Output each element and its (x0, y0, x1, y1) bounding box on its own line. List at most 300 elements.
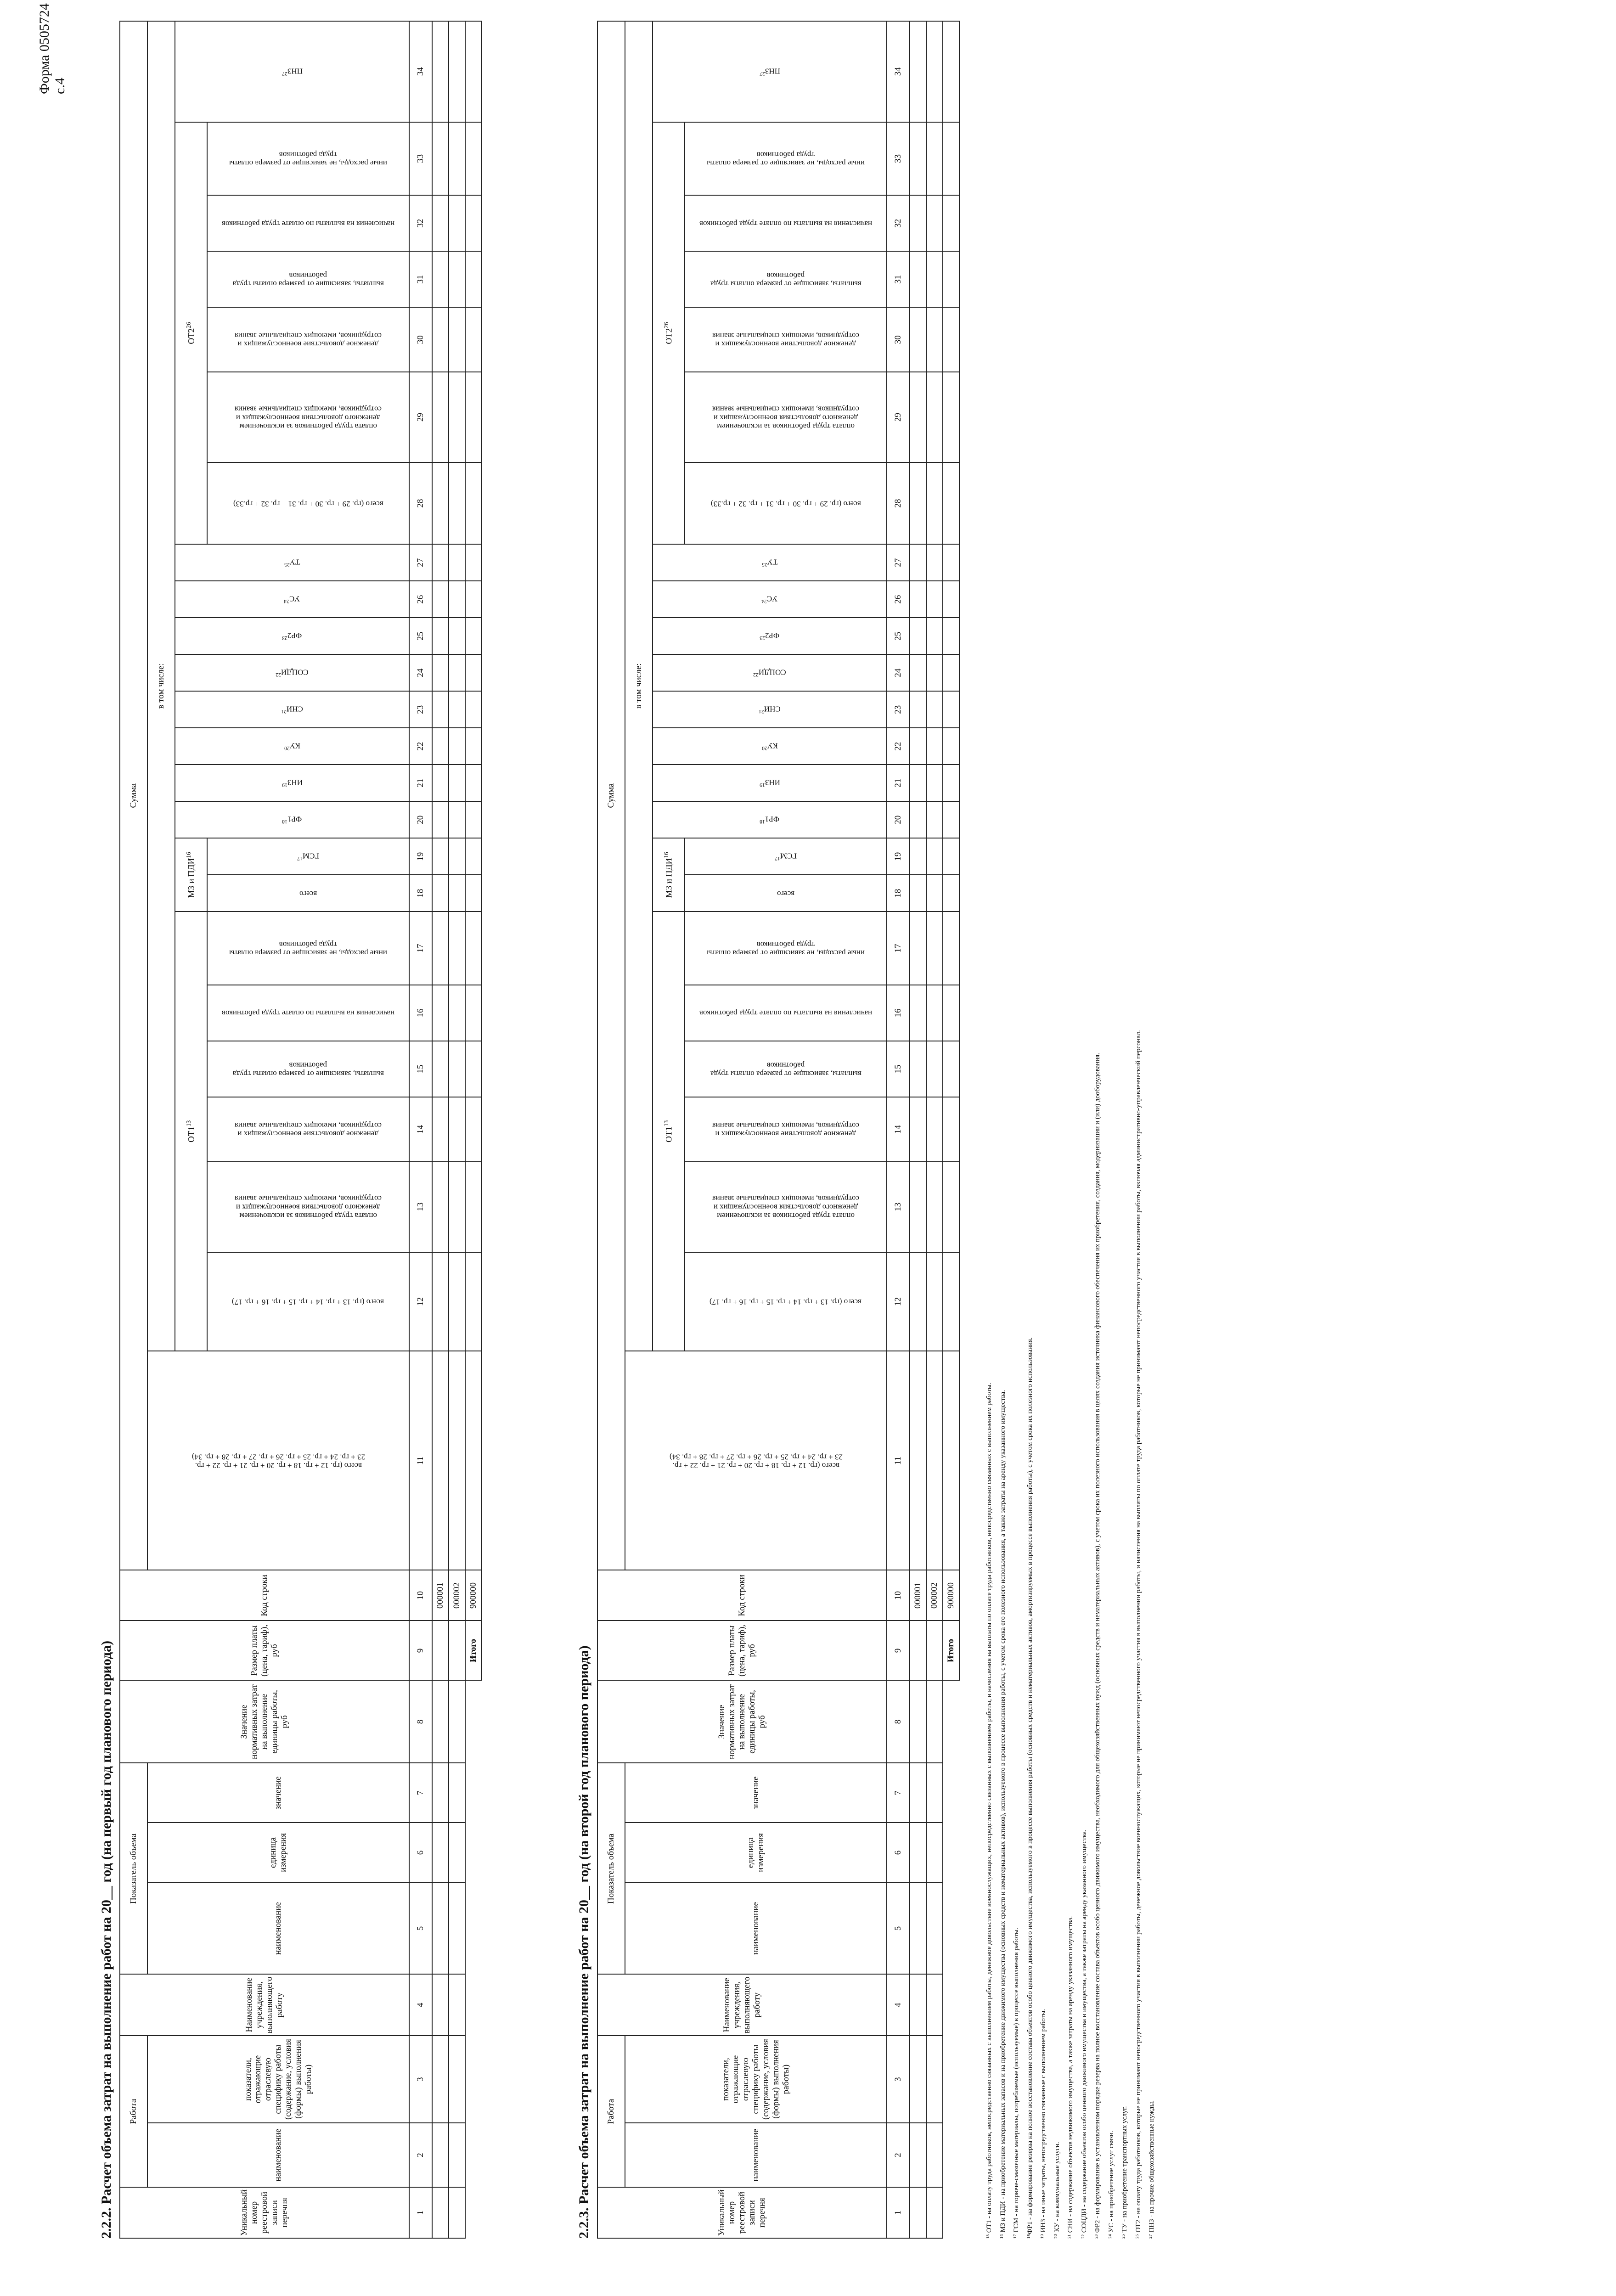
data-cell[interactable] (449, 1162, 465, 1252)
header-ku-sup: 20 (284, 745, 290, 752)
data-cell[interactable] (432, 875, 449, 912)
total-cell[interactable] (465, 801, 482, 838)
data-cell[interactable] (926, 912, 943, 985)
data-cell[interactable] (432, 618, 449, 654)
data-cell[interactable] (432, 195, 449, 251)
data-cell[interactable] (926, 2036, 943, 2123)
data-cell[interactable] (449, 985, 465, 1041)
header-ot1-c13-text: оплата труда работников за исключением денежного довольствия военнослужащих и сотрудников, имеющих специальные звания (712, 1194, 860, 1221)
data-cell[interactable] (449, 2187, 465, 2238)
total-cell[interactable] (465, 195, 482, 251)
data-cell[interactable] (449, 251, 465, 307)
total-cell[interactable] (943, 1351, 959, 1570)
data-cell[interactable] (926, 618, 943, 654)
header-institution: Наименование учреждения, выполняющего работу (597, 1974, 887, 2036)
header-ot2-c31-text: выплаты, зависящие от размера оплаты труда работников (710, 271, 861, 289)
data-cell[interactable] (910, 1041, 926, 1097)
data-cell[interactable] (432, 765, 449, 801)
data-cell[interactable] (449, 838, 465, 875)
ot2-sup: 26 (185, 322, 192, 328)
column-number: 11 (409, 1351, 432, 1570)
column-number: 12 (409, 1252, 432, 1351)
data-cell[interactable] (926, 307, 943, 372)
ot2-label: ОТ2 (664, 328, 674, 344)
header-pnz (175, 21, 409, 122)
data-cell[interactable] (449, 654, 465, 691)
data-cell[interactable] (910, 618, 926, 654)
data-cell[interactable] (926, 581, 943, 618)
total-cell[interactable] (943, 838, 959, 875)
data-cell[interactable] (926, 1097, 943, 1162)
data-cell[interactable] (910, 2036, 926, 2123)
header-us-sup: 24 (761, 598, 767, 605)
column-number: 8 (409, 1680, 432, 1763)
data-cell[interactable] (449, 765, 465, 801)
total-cell[interactable] (465, 1041, 482, 1097)
total-cell[interactable] (465, 1162, 482, 1252)
data-cell[interactable] (910, 21, 926, 122)
data-cell[interactable] (449, 1041, 465, 1097)
total-cell[interactable] (465, 654, 482, 691)
data-cell[interactable] (926, 195, 943, 251)
total-cell[interactable] (943, 544, 959, 581)
total-cell[interactable] (943, 875, 959, 912)
column-number: 31 (409, 251, 432, 307)
section-title: 2.2.2. Расчет объема затрат на выполнение работ на 20__ год (на первый год планового периода) (99, 1640, 114, 2239)
data-cell[interactable] (432, 1974, 449, 2036)
data-cell[interactable] (910, 2123, 926, 2187)
header-socdi-sup: 22 (276, 672, 282, 679)
data-cell[interactable] (432, 838, 449, 875)
total-cell[interactable] (465, 618, 482, 654)
data-cell[interactable] (432, 462, 449, 544)
data-cell[interactable] (449, 372, 465, 462)
data-cell[interactable] (910, 1351, 926, 1570)
data-cell[interactable] (926, 728, 943, 765)
data-cell[interactable] (449, 21, 465, 122)
header-ot2-total (685, 462, 887, 544)
form-number: Форма 0505724 с.4 (37, 3, 68, 94)
data-cell[interactable] (432, 912, 449, 985)
total-code: 900000 (943, 1570, 959, 1621)
data-cell[interactable] (432, 544, 449, 581)
header-ku-text: КУ (767, 741, 778, 750)
header-work-indicators: показатели, отражающие отраслевую специфику работы (содержание, условия (формы) выполнения работы) (625, 2036, 887, 2123)
total-cell[interactable] (943, 581, 959, 618)
column-number: 4 (887, 1974, 910, 2036)
ot1-label: ОТ1 (186, 1126, 197, 1142)
total-cell[interactable] (943, 691, 959, 728)
data-cell[interactable] (449, 1680, 465, 1763)
data-cell[interactable] (910, 462, 926, 544)
data-cell[interactable] (910, 765, 926, 801)
column-number: 18 (409, 875, 432, 912)
header-ot1-c16 (685, 985, 887, 1041)
header-fr2-sup: 23 (760, 635, 766, 642)
data-cell[interactable] (910, 1162, 926, 1252)
total-cell[interactable] (943, 1162, 959, 1252)
header-ot2-c31 (207, 251, 409, 307)
data-cell[interactable] (449, 2036, 465, 2123)
header-ot1-c14 (685, 1097, 887, 1162)
data-cell[interactable] (432, 1680, 449, 1763)
header-total-all-text: всего (гр. 12 + гр. 18 + гр. 20 + гр. 21 + гр. 22 + гр. 23 + гр. 24 + гр. 25 + гр. 26 + гр. 27 + гр. 28 + гр. 34) (669, 1452, 843, 1470)
data-cell[interactable] (910, 251, 926, 307)
data-cell[interactable] (449, 1621, 465, 1680)
column-number: 2 (409, 2123, 432, 2187)
column-number: 19 (409, 838, 432, 875)
header-tu-sup: 25 (284, 562, 290, 568)
column-number: 6 (409, 1823, 432, 1882)
header-institution: Наименование учреждения, выполняющего работу (120, 1974, 409, 2036)
header-ot2-c31 (685, 251, 887, 307)
header-ot1-c16-text: начисления на выплаты по оплате труда работников (699, 1009, 873, 1018)
data-cell[interactable] (910, 2187, 926, 2238)
data-cell[interactable] (910, 1974, 926, 2036)
header-us-sup: 24 (284, 598, 290, 605)
data-cell[interactable] (926, 2123, 943, 2187)
header-volume: Показатель объема (597, 1763, 625, 1974)
data-cell[interactable] (926, 875, 943, 912)
column-number: 22 (887, 728, 910, 765)
total-cell[interactable] (465, 372, 482, 462)
header-ot1-c15 (207, 1041, 409, 1097)
total-cell[interactable] (943, 912, 959, 985)
column-number: 20 (887, 801, 910, 838)
column-number: 22 (409, 728, 432, 765)
column-number: 26 (887, 581, 910, 618)
total-cell[interactable] (465, 728, 482, 765)
data-cell[interactable] (449, 544, 465, 581)
total-cell[interactable] (943, 372, 959, 462)
header-ot1-c17-text: иные расходы, не зависящие от размера оплаты труда работников (707, 940, 865, 957)
total-cell[interactable] (465, 251, 482, 307)
header-ot2-c31-text: выплаты, зависящие от размера оплаты труда работников (232, 271, 384, 289)
data-cell[interactable] (926, 1763, 943, 1823)
column-number: 13 (887, 1162, 910, 1252)
data-cell[interactable] (432, 1162, 449, 1252)
data-cell[interactable] (449, 122, 465, 196)
data-cell[interactable] (432, 1621, 449, 1680)
header-ot2-c30-text: денежное довольствие военнослужащих и сотрудников, имеющих специальные звания (234, 331, 382, 349)
data-cell[interactable] (926, 1974, 943, 2036)
total-cell[interactable] (465, 21, 482, 122)
data-cell[interactable] (926, 2187, 943, 2238)
data-cell[interactable] (449, 618, 465, 654)
data-cell[interactable] (926, 1351, 943, 1570)
data-cell[interactable] (449, 801, 465, 838)
header-vol-value: значение (147, 1763, 409, 1823)
data-cell[interactable] (432, 728, 449, 765)
total-cell[interactable] (943, 1252, 959, 1351)
data-cell[interactable] (926, 838, 943, 875)
column-number: 18 (887, 875, 910, 912)
data-cell[interactable] (926, 122, 943, 196)
data-cell[interactable] (910, 728, 926, 765)
column-number: 6 (887, 1823, 910, 1882)
header-vol-value: значение (625, 1763, 887, 1823)
total-cell[interactable] (943, 462, 959, 544)
header-ot1-c13 (207, 1162, 409, 1252)
header-socdi-text: СОЦДИ (281, 668, 309, 677)
total-cell[interactable] (943, 122, 959, 196)
total-cell[interactable] (943, 801, 959, 838)
header-ku (175, 728, 409, 765)
column-number: 7 (887, 1763, 910, 1823)
total-spacer (943, 1680, 959, 2238)
total-cell[interactable] (465, 544, 482, 581)
data-cell[interactable] (910, 307, 926, 372)
total-cell[interactable] (943, 1041, 959, 1097)
header-sni (175, 691, 409, 728)
header-ot1-total-text: всего (гр. 13 + гр. 14 + гр. 15 + гр. 16 + гр. 17) (709, 1297, 862, 1306)
total-cell[interactable] (943, 21, 959, 122)
column-number: 33 (887, 122, 910, 196)
data-cell[interactable] (449, 875, 465, 912)
header-gsm (207, 838, 409, 875)
data-cell[interactable] (449, 1882, 465, 1974)
header-total-all (625, 1351, 887, 1570)
data-cell[interactable] (910, 1882, 926, 1974)
data-cell[interactable] (432, 2187, 449, 2238)
header-ot2-c33-text: иные расходы, не зависящие от размера оплаты труда работников (229, 150, 387, 168)
total-cell[interactable] (943, 618, 959, 654)
total-cell[interactable] (465, 122, 482, 196)
data-cell[interactable] (910, 912, 926, 985)
footnote: ¹³ ОТ1 - на оплату труда работников, непосредственно связанных с выполнением работы, денежное довольствие военнослужащих, непосредственно связанных с выполнением работы, и начисления на выплаты по оплате труда работников, непосредственно связанных с выполнением работы. (985, 1383, 993, 2239)
header-inz-sup: 19 (282, 782, 287, 789)
data-cell[interactable] (926, 654, 943, 691)
header-inz-text: ИНЗ (765, 778, 780, 787)
data-cell[interactable] (910, 195, 926, 251)
data-cell[interactable] (432, 1882, 449, 1974)
data-cell[interactable] (432, 1097, 449, 1162)
data-cell[interactable] (910, 1097, 926, 1162)
header-volume: Показатель объема (120, 1763, 147, 1974)
column-number: 33 (409, 122, 432, 196)
header-fr2-text: ФР2 (765, 631, 780, 640)
total-label: Итого (465, 1621, 482, 1680)
mz-label: МЗ и ПДИ (186, 858, 197, 898)
total-cell[interactable] (943, 728, 959, 765)
cost-table (119, 21, 482, 2239)
data-cell[interactable] (449, 462, 465, 544)
column-number: 2 (887, 2123, 910, 2187)
data-cell[interactable] (432, 1252, 449, 1351)
data-cell[interactable] (432, 21, 449, 122)
ot1-sup: 13 (663, 1120, 670, 1126)
data-cell[interactable] (926, 985, 943, 1041)
column-number: 26 (409, 581, 432, 618)
data-cell[interactable] (926, 1162, 943, 1252)
column-number: 14 (409, 1097, 432, 1162)
data-cell[interactable] (926, 1041, 943, 1097)
header-socdi-text: СОЦДИ (759, 668, 786, 677)
data-cell[interactable] (926, 765, 943, 801)
header-work: Работа (120, 2036, 147, 2187)
total-cell[interactable] (465, 875, 482, 912)
header-us-text: УС (767, 594, 778, 603)
header-gsm-sup: 17 (775, 855, 780, 862)
data-cell[interactable] (910, 801, 926, 838)
data-cell[interactable] (449, 1097, 465, 1162)
footnote: ²⁷ ПНЗ - на прочие общехозяйственные нужды. (1148, 2100, 1155, 2239)
header-socdi-sup: 22 (753, 672, 759, 679)
data-cell[interactable] (910, 875, 926, 912)
footnote: ²⁵ ТУ - на приобретение транспортных услуг. (1121, 2106, 1128, 2239)
data-cell[interactable] (449, 912, 465, 985)
data-cell[interactable] (926, 801, 943, 838)
header-work-indicators: показатели, отражающие отраслевую специфику работы (содержание, условия (формы) выполнения работы) (147, 2036, 409, 2123)
data-cell[interactable] (432, 985, 449, 1041)
header-ot2-c29-text: оплата труда работников за исключением денежного довольствия военнослужащих и сотрудников, имеющих специальные звания (234, 405, 382, 431)
column-number: 25 (409, 618, 432, 654)
data-cell[interactable] (432, 801, 449, 838)
data-cell[interactable] (449, 195, 465, 251)
column-number: 30 (887, 307, 910, 372)
data-cell[interactable] (910, 1680, 926, 1763)
header-ku-sup: 20 (761, 745, 767, 752)
total-cell[interactable] (465, 307, 482, 372)
total-cell[interactable] (943, 307, 959, 372)
data-cell[interactable] (926, 21, 943, 122)
data-cell[interactable] (910, 1252, 926, 1351)
data-cell[interactable] (926, 1252, 943, 1351)
header-ot2 (653, 122, 685, 545)
header-mz-total-text: всего (299, 889, 317, 898)
data-cell[interactable] (432, 372, 449, 462)
data-cell[interactable] (449, 1351, 465, 1570)
total-cell[interactable] (465, 912, 482, 985)
data-cell[interactable] (910, 985, 926, 1041)
column-number: 13 (409, 1162, 432, 1252)
data-cell[interactable] (926, 1823, 943, 1882)
column-number: 3 (887, 2036, 910, 2123)
total-cell[interactable] (465, 691, 482, 728)
total-cell[interactable] (465, 765, 482, 801)
header-fr1 (175, 801, 409, 838)
data-cell[interactable] (449, 1763, 465, 1823)
data-cell[interactable] (432, 581, 449, 618)
data-cell[interactable] (910, 372, 926, 462)
data-cell[interactable] (432, 2123, 449, 2187)
header-fr1-sup: 18 (760, 819, 766, 826)
column-number: 25 (887, 618, 910, 654)
total-cell[interactable] (465, 985, 482, 1041)
total-cell[interactable] (465, 1351, 482, 1570)
header-fr1 (653, 801, 887, 838)
data-cell[interactable] (449, 1823, 465, 1882)
column-number: 31 (887, 251, 910, 307)
header-pnz (653, 21, 887, 122)
data-cell[interactable] (910, 654, 926, 691)
column-number: 7 (409, 1763, 432, 1823)
data-cell[interactable] (432, 122, 449, 196)
header-inz (175, 765, 409, 801)
header-tu-text: ТУ (767, 557, 778, 567)
column-number: 17 (887, 912, 910, 985)
header-ot1-c14 (207, 1097, 409, 1162)
data-cell[interactable] (926, 1882, 943, 1974)
data-cell[interactable] (910, 581, 926, 618)
data-cell[interactable] (910, 544, 926, 581)
column-number: 27 (887, 544, 910, 581)
data-cell[interactable] (926, 691, 943, 728)
total-cell[interactable] (465, 1252, 482, 1351)
data-cell[interactable] (910, 122, 926, 196)
data-cell[interactable] (449, 2123, 465, 2187)
total-cell[interactable] (943, 251, 959, 307)
data-cell[interactable] (926, 544, 943, 581)
data-cell[interactable] (910, 1823, 926, 1882)
data-cell[interactable] (432, 1351, 449, 1570)
data-cell[interactable] (432, 1763, 449, 1823)
header-us (653, 581, 887, 618)
data-cell[interactable] (926, 462, 943, 544)
data-cell[interactable] (926, 1680, 943, 1763)
total-cell[interactable] (465, 462, 482, 544)
data-cell[interactable] (432, 691, 449, 728)
total-cell[interactable] (943, 985, 959, 1041)
data-cell[interactable] (432, 1041, 449, 1097)
header-unique-number: Уникальный номер реестровой записи перечня (597, 2187, 887, 2238)
column-number: 11 (887, 1351, 910, 1570)
data-cell[interactable] (926, 372, 943, 462)
header-code: Код строки (597, 1570, 887, 1621)
data-cell[interactable] (926, 1621, 943, 1680)
header-ot2-total (207, 462, 409, 544)
data-cell[interactable] (926, 251, 943, 307)
footnote: ¹⁹ ИНЗ - на иные затраты, непосредственно связанные с выполнением работы. (1040, 2009, 1047, 2239)
total-cell[interactable] (943, 654, 959, 691)
header-fr1-sup: 18 (282, 819, 288, 826)
data-cell[interactable] (432, 2036, 449, 2123)
total-cell[interactable] (465, 1097, 482, 1162)
data-cell[interactable] (910, 1621, 926, 1680)
data-cell[interactable] (432, 654, 449, 691)
total-cell[interactable] (943, 1097, 959, 1162)
header-sni-text: СНИ (764, 704, 781, 714)
header-vol-unit: единица измерения (147, 1823, 409, 1882)
data-cell[interactable] (432, 251, 449, 307)
data-cell[interactable] (449, 728, 465, 765)
data-cell[interactable] (449, 307, 465, 372)
data-cell[interactable] (432, 307, 449, 372)
data-cell[interactable] (910, 1763, 926, 1823)
header-norm-cost: Значение нормативных затрат на выполнение единицы работы, руб (120, 1680, 409, 1763)
column-number: 15 (409, 1041, 432, 1097)
data-cell[interactable] (910, 691, 926, 728)
total-cell[interactable] (943, 195, 959, 251)
total-cell[interactable] (943, 765, 959, 801)
total-cell[interactable] (465, 838, 482, 875)
column-number: 20 (409, 801, 432, 838)
total-cell[interactable] (465, 581, 482, 618)
header-us-text: УС (289, 594, 300, 603)
data-cell[interactable] (449, 1974, 465, 2036)
column-number: 1 (887, 2187, 910, 2238)
data-cell[interactable] (449, 581, 465, 618)
header-pnz-text: ПНЗ (287, 67, 303, 76)
header-inz (653, 765, 887, 801)
header-ot2-total-text: всего (гр. 29 + гр. 30 + гр. 31 + гр. 32 + гр.33) (710, 499, 861, 508)
data-cell[interactable] (449, 1252, 465, 1351)
data-cell[interactable] (910, 838, 926, 875)
data-cell[interactable] (449, 691, 465, 728)
data-cell[interactable] (432, 1823, 449, 1882)
header-ot2-c30-text: денежное довольствие военнослужащих и сотрудников, имеющих специальные звания (712, 331, 860, 349)
footnote: ²¹ СНИ - на содержание объектов недвижимого имущества, а также затраты на аренду указанного имущества. (1067, 1916, 1074, 2239)
